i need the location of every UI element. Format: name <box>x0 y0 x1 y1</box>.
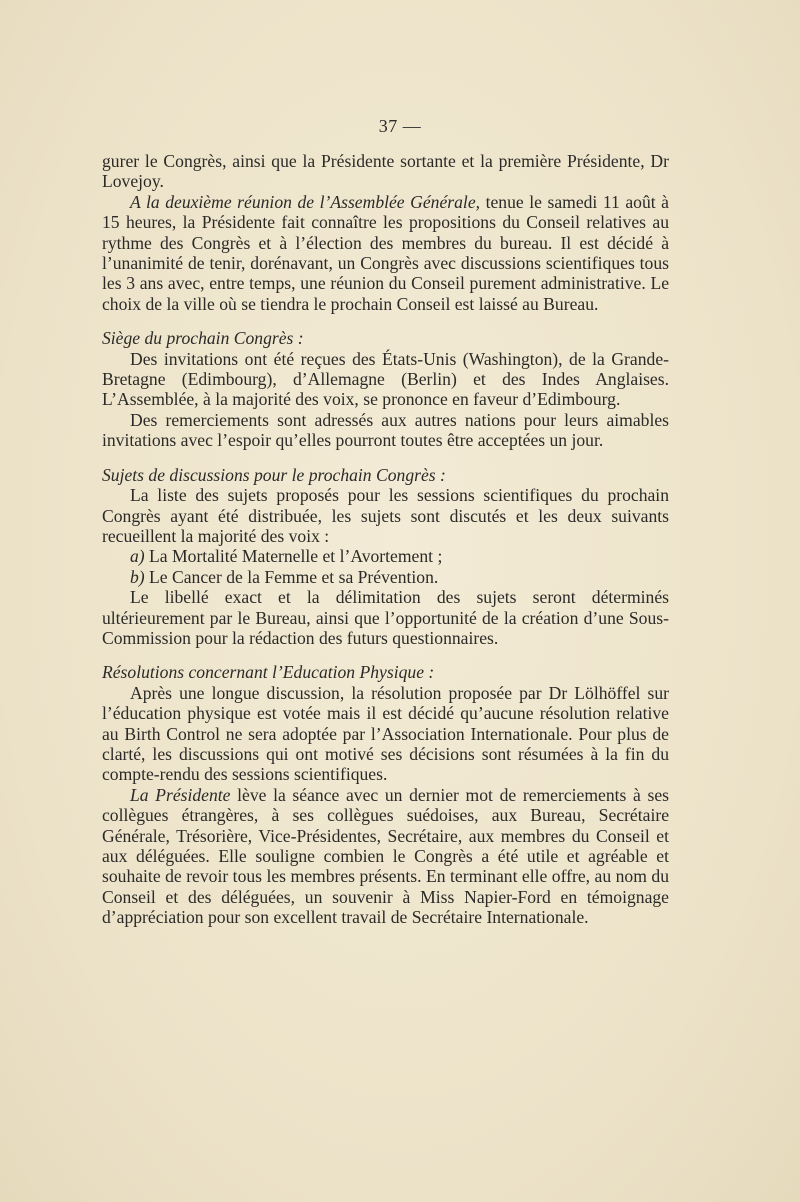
paragraph-invitations: Des invitations ont été reçues des États-Unis (Washington), de la Grande-Bretagne (Edimbourg), d’Allemagne (Berlin) et des Indes Anglaises. L’Assemblée, à la majorité des voix, se prononce en faveur d’Edimbourg. <box>102 348 669 410</box>
list-item-b <box>102 567 669 587</box>
list-item-text: Le Cancer de la Femme et sa Prévention. <box>144 566 439 587</box>
page-body <box>102 151 669 928</box>
section-title-discussion-topics: Sujets de discussions pour le prochain Congrès : <box>102 464 446 485</box>
paragraph-thanks: Des remerciements sont adressés aux autres nations pour leurs aimables invitations avec l’espoir qu’elles pourront toutes être acceptées un jour. <box>102 409 669 451</box>
list-item-label: b) <box>130 566 145 587</box>
list-item-label: a) <box>130 546 145 567</box>
paragraph-closing <box>102 785 669 928</box>
list-item-text: La Mortalité Maternelle et l’Avortement ; <box>144 546 443 567</box>
paragraph-lead-italic: La Présidente <box>130 784 231 805</box>
paragraph-resolution: Après une longue discussion, la résolution proposée par Dr Lölhöffel sur l’éducation physique est votée mais il est décidé qu’aucune résolution relative au Birth Control ne sera adoptée par l’Association Internationale. Pour plus de clarté, les discussions qui ont motivé ses décisions sont résumées à la fin du compte-rendu des sessions scientifiques. <box>102 682 669 785</box>
section-title-physical-education: Résolutions concernant l’Education Physique : <box>102 662 435 683</box>
section-title-congress-seat: Siège du prochain Congrès : <box>102 328 304 349</box>
paragraph-lead-italic: A la deuxième réunion de l’Assemblée Générale, <box>130 191 481 212</box>
page-number: 37 — <box>378 116 422 136</box>
paragraph-topics-list: La liste des sujets proposés pour les sessions scientifiques du prochain Congrès ayant été distribuée, les sujets sont discutés et les deux suivants recueillent la majorité des voix : <box>102 485 669 546</box>
paragraph-body: lève la séance avec un dernier mot de remerciements à ses collègues étrangères, à ses collègues suédoises, aux Bureau, Secrétaire Générale, Trésorière, Vice-Présidentes, Secrétaire, aux membres du Conseil et aux déléguées. Elle souligne combien le Congrès a été utile et agréable et souhaite de revoir tous les membres présents. En terminant elle offre, au nom du Conseil et des déléguées, un souvenir à Miss Napier-Ford en témoignage d’appréciation pour son excellent travail de Secrétaire Internationale. <box>102 784 669 928</box>
paragraph-topic-definition: Le libellé exact et la délimitation des sujets seront déterminés ultérieurement par le Bureau, ainsi que l’opportunité de la création d’une Sous-Commission pour la rédaction des futurs questionnaires. <box>102 587 669 648</box>
paragraph-continuation: gurer le Congrès, ainsi que la Présidente sortante et la première Présidente, Dr Lovejoy. <box>102 151 669 192</box>
paragraph-body: tenue le samedi 11 août à 15 heures, la Présidente fait connaître les propositions du Conseil relatives au rythme des Congrès et à l’élection des membres du bureau. Il est décidé à l’unanimité de tenir, dorénavant, un Congrès avec discussions scientifiques tous les 3 ans avec, entre temps, une réunion du Conseil purement administrative. Le choix de la ville où se tiendra le prochain Conseil est laissé au Bureau. <box>102 191 669 314</box>
list-item-a <box>102 546 669 566</box>
paragraph-general-assembly <box>102 192 669 314</box>
